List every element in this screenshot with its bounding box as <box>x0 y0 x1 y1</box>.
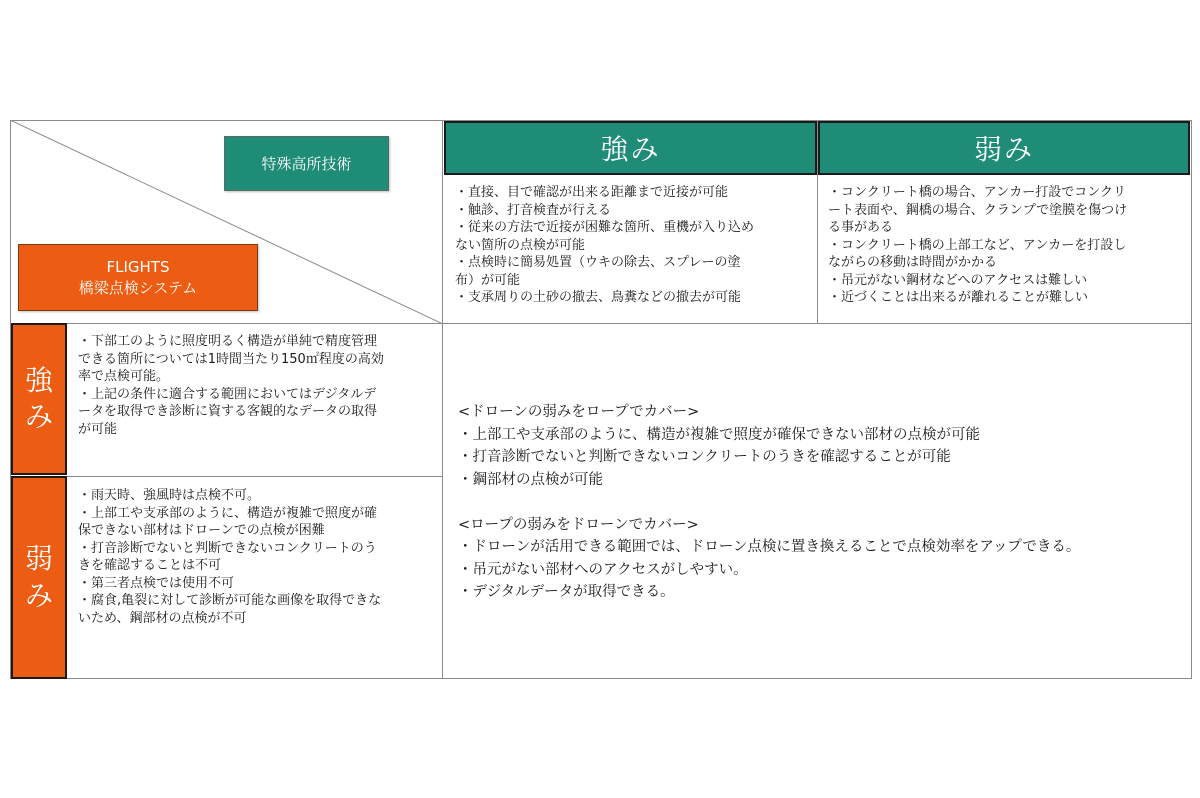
row-header-strength-char-1: 強 <box>24 363 53 397</box>
drone-weakness-list: ・雨天時、強風時は点検不可。 ・上部工や支承部のように、構造が複雑で照度が確 保できない部材はドローンでの点検が困難 ・打音診断でないと判断できないコンクリートのう きを確認することは不可 ・第三者点検では使用不可 ・腐食,亀裂に対して診断が可能な画像を取得できな いため、鋼部材の点検が不可 <box>78 488 382 626</box>
rope-method-label <box>224 136 389 191</box>
grid-line-horizontal-left-mid <box>10 476 443 477</box>
column-header-weakness-text: 弱み <box>973 133 1034 166</box>
combined-coverage-text: <ドローンの弱みをロープでカバー> ・上部工や支承部のように、構造が複雑で照度が確保できない部材の点検が可能 ・打音診断でないと判断できないコンクリートのうきを確認することが可能 ・鋼部材の点検が可能 <ロープの弱みをドローンでカバー> ・ドローンが活用できる範囲では、ドローン点検に置き換えることで点検効率をアップできる。 ・吊元がない部材へのアクセスがしやすい。 ・デジタルデータが取得できる。 <box>458 404 1081 600</box>
row-header-weakness-char-2: み <box>24 578 53 612</box>
drone-system-name: FLIGHTS <box>106 257 170 276</box>
rope-method-text: 特殊高所技術 <box>261 155 352 173</box>
row-header-weakness <box>11 476 67 679</box>
drone-system-label <box>18 244 258 311</box>
rope-strength-list: ・直接、目で確認が出来る距離まで近接が可能 ・触診、打音検査が行える ・従来の方法で近接が困難な箇所、重機が入り込め ない箇所の点検が可能 ・点検時に簡易処置（ウキの除去、スプレーの塗 布）が可能 ・支承周りの土砂の撤去、鳥糞などの撤去が可能 <box>455 185 755 305</box>
drone-strength-list: ・下部工のように照度明るく構造が単純で精度管理 できる箇所については1時間当たり150㎡程度の高効 率で点検可能。 ・上記の条件に適合する範囲においてはデジタルデ ータを取得でき診断に資する客観的なデータの取得 が可能 <box>78 334 384 437</box>
column-header-strength-text: 強み <box>600 133 661 166</box>
row-header-weakness-char-1: 弱 <box>24 542 53 576</box>
row-header-strength <box>11 323 67 475</box>
column-header-weakness <box>818 121 1190 175</box>
rope-weakness-list: ・コンクリート橋の場合、アンカー打設でコンクリ ート表面や、鋼橋の場合、クランプで塗膜を傷つけ る事がある ・コンクリート橋の上部工など、アンカーを打設し ながらの移動は時間がかかる ・吊元がない鋼材などへのアクセスは難しい ・近づくことは出来るが離れることが難しい <box>828 185 1128 305</box>
drone-system-subtitle: 橋梁点検システム <box>78 278 198 297</box>
column-header-strength <box>444 121 817 175</box>
row-header-strength-char-2: み <box>24 400 53 433</box>
